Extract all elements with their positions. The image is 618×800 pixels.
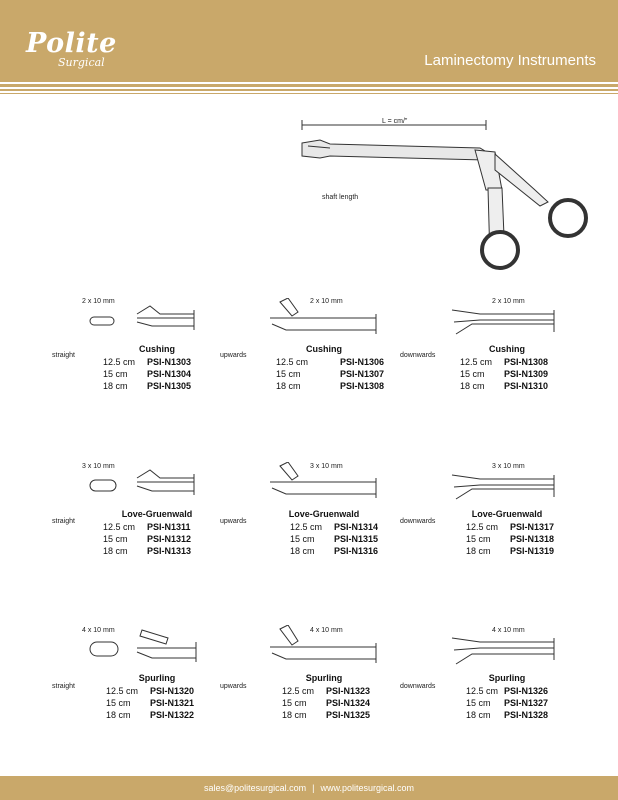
tip-size-label: 3 x 10 mm — [310, 463, 343, 470]
catalog-code: PSI-N1308 — [504, 357, 549, 367]
tip-size-label: 4 x 10 mm — [492, 627, 525, 634]
brand-sub: Surgical — [58, 56, 105, 69]
length-value: 12.5 cm — [282, 686, 315, 696]
catalog-code: PSI-N1313 — [147, 546, 192, 556]
catalog-code: PSI-N1318 — [510, 534, 555, 544]
product-name: Cushing — [489, 344, 525, 354]
list-item — [460, 381, 548, 391]
length-value: 18 cm — [106, 710, 131, 720]
brand-logo: Polite — [26, 28, 117, 59]
length-value: 12.5 cm — [460, 357, 493, 367]
straight-tip-icon — [132, 628, 198, 666]
catalog-code: PSI-N1328 — [504, 710, 549, 720]
length-value: 18 cm — [103, 546, 128, 556]
header-band — [0, 0, 618, 82]
downward-tip-icon — [450, 302, 556, 338]
list-item — [466, 698, 548, 708]
length-value: 15 cm — [106, 698, 131, 708]
upward-tip-icon — [266, 625, 378, 667]
catalog-code: PSI-N1303 — [147, 357, 192, 367]
website-link[interactable]: www.politesurgical.com — [320, 783, 415, 793]
product-name: Spurling — [138, 673, 176, 683]
list-item — [290, 546, 378, 556]
length-value: 12.5 cm — [103, 522, 136, 532]
shaft-length-label: shaft length — [322, 194, 359, 201]
straight-tip-icon — [132, 464, 196, 500]
jaw-cross-section-icon — [88, 315, 118, 327]
tip-size-label: 2 x 10 mm — [310, 298, 343, 305]
product-name: Love-Gruenwald — [471, 509, 543, 519]
product-name: Love-Gruenwald — [288, 509, 360, 519]
product-name: Love-Gruenwald — [121, 509, 193, 519]
catalog-code: PSI-N1324 — [326, 698, 371, 708]
list-item — [103, 381, 191, 391]
catalog-code: PSI-N1325 — [326, 710, 371, 720]
list-item — [106, 698, 194, 708]
direction-label: straight — [52, 518, 75, 525]
length-value: 18 cm — [466, 546, 491, 556]
list-item — [103, 369, 191, 379]
product-name: Cushing — [306, 344, 342, 354]
length-value: 18 cm — [103, 381, 128, 391]
jaw-cross-section-icon — [88, 478, 120, 494]
tip-size-label: 4 x 10 mm — [82, 627, 115, 634]
catalog-code: PSI-N1308 — [340, 381, 385, 391]
catalog-code: PSI-N1319 — [510, 546, 555, 556]
list-item — [466, 534, 554, 544]
length-value: 12.5 cm — [466, 522, 499, 532]
length-value: 12.5 cm — [106, 686, 139, 696]
footer-separator: | — [312, 783, 315, 793]
catalog-code: PSI-N1310 — [504, 381, 549, 391]
catalog-code: PSI-N1323 — [326, 686, 371, 696]
length-label: L = cm/" — [382, 118, 408, 125]
direction-label: downwards — [400, 352, 436, 359]
length-value: 15 cm — [282, 698, 307, 708]
length-value: 18 cm — [460, 381, 485, 391]
list-item — [103, 357, 191, 367]
list-item — [466, 710, 548, 720]
product-name: Spurling — [488, 673, 526, 683]
length-value: 12.5 cm — [103, 357, 136, 367]
direction-label: upwards — [220, 683, 247, 690]
straight-tip-icon — [132, 300, 196, 336]
catalog-code: PSI-N1321 — [150, 698, 195, 708]
direction-label: downwards — [400, 683, 436, 690]
tip-size-label: 4 x 10 mm — [310, 627, 343, 634]
length-value: 15 cm — [466, 698, 491, 708]
length-value: 12.5 cm — [466, 686, 499, 696]
length-value: 15 cm — [290, 534, 315, 544]
catalog-code: PSI-N1307 — [340, 369, 385, 379]
direction-label: upwards — [220, 518, 247, 525]
length-value: 18 cm — [282, 710, 307, 720]
direction-label: upwards — [220, 352, 247, 359]
length-value: 12.5 cm — [290, 522, 323, 532]
direction-label: straight — [52, 352, 75, 359]
catalog-code: PSI-N1314 — [334, 522, 379, 532]
catalog-code: PSI-N1312 — [147, 534, 192, 544]
list-item — [103, 534, 191, 544]
length-value: 15 cm — [103, 369, 128, 379]
downward-tip-icon — [450, 632, 556, 668]
list-item — [276, 381, 384, 391]
length-value: 18 cm — [290, 546, 315, 556]
tip-size-label: 2 x 10 mm — [82, 298, 115, 305]
list-item — [106, 686, 194, 696]
list-item — [460, 369, 548, 379]
length-value: 15 cm — [460, 369, 485, 379]
catalog-code: PSI-N1322 — [150, 710, 195, 720]
list-item — [276, 357, 384, 367]
list-item — [466, 686, 548, 696]
list-item — [103, 522, 191, 532]
length-value: 15 cm — [103, 534, 128, 544]
catalog-code: PSI-N1315 — [334, 534, 379, 544]
length-value: 18 cm — [276, 381, 301, 391]
list-item — [282, 710, 370, 720]
tip-size-label: 3 x 10 mm — [82, 463, 115, 470]
catalog-code: PSI-N1305 — [147, 381, 192, 391]
downward-tip-icon — [450, 467, 556, 503]
list-item — [290, 534, 378, 544]
upward-tip-icon — [266, 298, 378, 338]
email-link[interactable]: sales@politesurgical.com — [203, 783, 307, 793]
direction-label: downwards — [400, 518, 436, 525]
catalog-code: PSI-N1326 — [504, 686, 549, 696]
length-value: 18 cm — [466, 710, 491, 720]
list-item — [276, 369, 384, 379]
page-title: Laminectomy Instruments — [424, 52, 596, 69]
jaw-cross-section-icon — [88, 640, 122, 660]
catalog-code: PSI-N1316 — [334, 546, 379, 556]
catalog-code: PSI-N1311 — [147, 522, 191, 532]
list-item — [282, 698, 370, 708]
product-name: Spurling — [305, 673, 343, 683]
direction-label: straight — [52, 683, 75, 690]
header-stripe — [0, 84, 618, 87]
header-stripe — [0, 89, 618, 91]
catalog-code: PSI-N1304 — [147, 369, 192, 379]
product-name: Cushing — [139, 344, 175, 354]
tip-size-label: 3 x 10 mm — [492, 463, 525, 470]
length-value: 15 cm — [466, 534, 491, 544]
catalog-code: PSI-N1320 — [150, 686, 195, 696]
list-item — [106, 710, 194, 720]
catalog-code: PSI-N1309 — [504, 369, 549, 379]
tip-size-label: 2 x 10 mm — [492, 298, 525, 305]
list-item — [282, 686, 370, 696]
header-stripe — [0, 93, 618, 94]
catalog-code: PSI-N1327 — [504, 698, 549, 708]
footer-bar — [0, 776, 618, 800]
list-item — [466, 522, 554, 532]
catalog-code: PSI-N1317 — [510, 522, 555, 532]
list-item — [290, 522, 378, 532]
list-item — [460, 357, 548, 367]
catalog-code: PSI-N1306 — [340, 357, 385, 367]
list-item — [103, 546, 191, 556]
upward-tip-icon — [266, 462, 378, 502]
list-item — [466, 546, 554, 556]
length-value: 12.5 cm — [276, 357, 309, 367]
length-value: 15 cm — [276, 369, 301, 379]
